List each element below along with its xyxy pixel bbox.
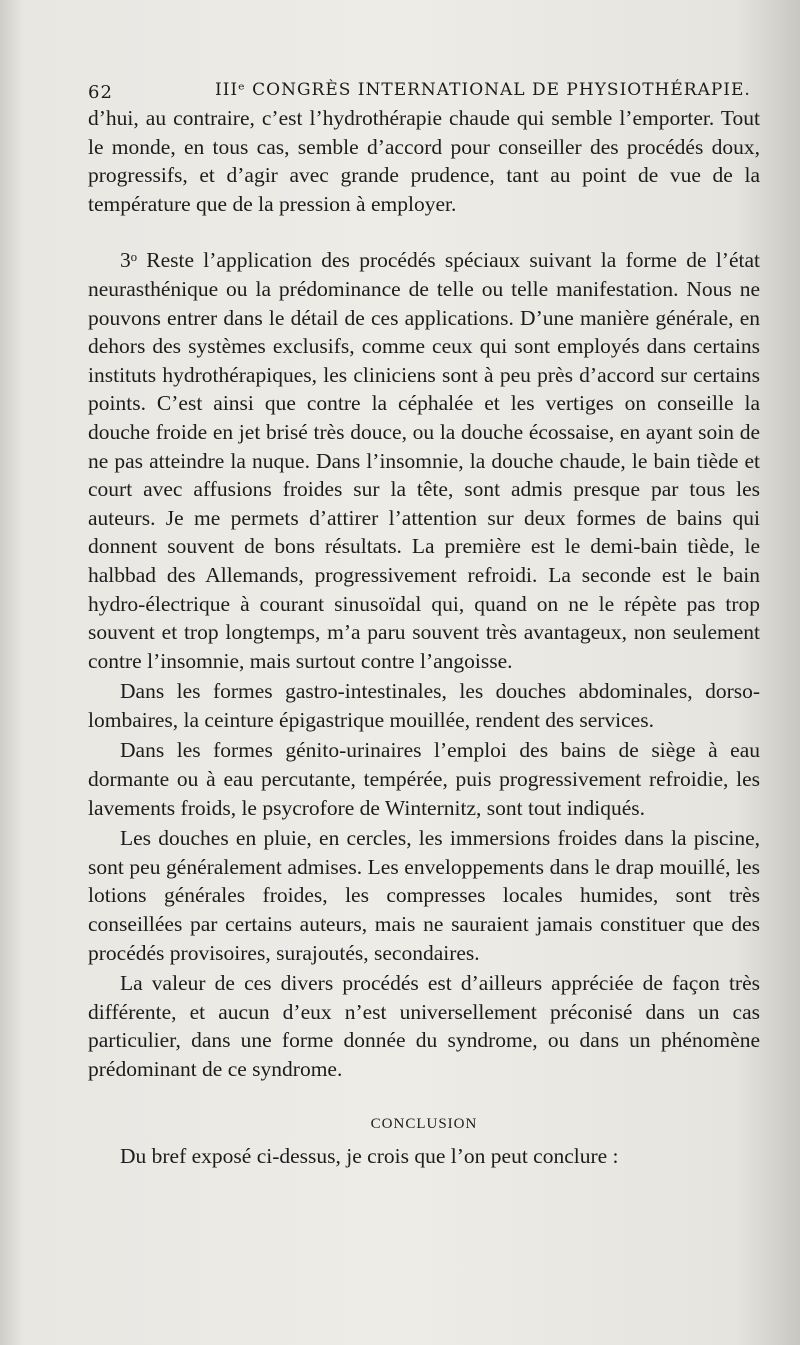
paragraph-genito-urinary: Dans les formes génito-urinaires l’emploi des bains de siège à eau dormante ou à eau percutante, tempérée, puis progressivement refroidie, les lavements froids, le psycrofore de Winternitz, sont tout indiqués. bbox=[88, 738, 760, 820]
page-body bbox=[88, 104, 760, 1171]
page-number: 62 bbox=[88, 82, 113, 103]
paragraph-douches: Les douches en pluie, en cercles, les immersions froides dans la piscine, sont peu généralement admises. Les enveloppements dans le drap mouillé, les lotions générales froides, les compresses locales humides, sont très conseillées par certains auteurs, mais ne sauraient jamais constituer que des procédés provisoires, surajoutés, secondaires. bbox=[88, 826, 760, 965]
closing-line: Du bref exposé ci-dessus, je crois que l’on peut conclure : bbox=[120, 1144, 619, 1169]
paragraph-neurasthenic-forms: 3ᵒ Reste l’application des procédés spéciaux suivant la forme de l’état neurasthénique ou la prédominance de telle ou telle manifestation. Nous ne pouvons entrer dans le détail de ces applications. D’une manière générale, en dehors des systèmes exclusifs, comme ceux qui sont employés dans certains instituts hydrothérapiques, les cliniciens sont à peu près d’accord sur certains points. C’est ainsi que contre la céphalée et les vertiges on conseille la douche froide en jet brisé très douce, ou la douche écossaise, en ayant soin de ne pas atteindre la nuque. Dans l’insomnie, la douche chaude, le bain tiède et court avec affusions froides sur la tête, sont admis presque par tous les auteurs. Je me permets d’attirer l’attention sur deux formes de bains qui donnent souvent de bons résultats. La première est le demi-bain tiède, le halbbad des Allemands, progressivement refroidi. La seconde est le bain hydro-électrique à courant sinusoïdal qui, quand on ne le répète pas trop souvent et trop longtemps, m’a paru souvent très avantageux, non seulement contre l’insomnie, mais surtout contre l’angoisse. bbox=[88, 248, 760, 673]
paragraph-continued: d’hui, au contraire, c’est l’hydrothérapie chaude qui semble l’emporter. Tout le monde, en tous cas, semble d’accord pour conseiller des procédés doux, progressifs, et d’agir avec grande prudence, tant au point de vue de la température que de la pression à employer. bbox=[88, 106, 760, 216]
section-heading: CONCLUSION bbox=[370, 1115, 478, 1132]
paragraph-valeur: La valeur de ces divers procédés est d’ailleurs appréciée de façon très différente, et aucun d’eux n’est universellement préconisé dans un cas particulier, dans une forme donnée du syndrome, ou dans un phénomène prédominant de ce syndrome. bbox=[88, 971, 760, 1081]
running-title: IIIᵉ CONGRÈS INTERNATIONAL DE PHYSIOTHÉRAPIE. bbox=[215, 80, 751, 100]
paragraph-gastro-intestinal: Dans les formes gastro-intestinales, les douches abdominales, dorso-lombaires, la ceinture épigastrique mouillée, rendent des services. bbox=[88, 679, 760, 732]
